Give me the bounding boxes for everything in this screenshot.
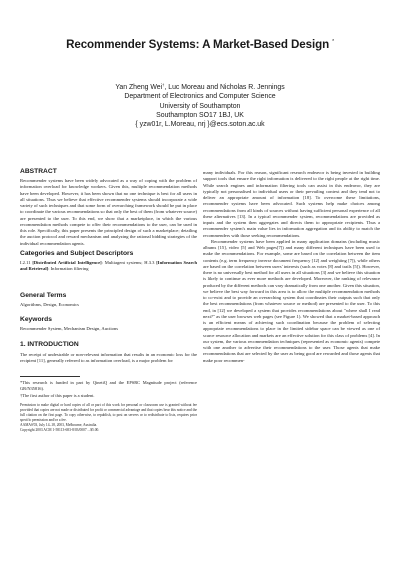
category-code: I.2.11	[20, 260, 31, 265]
category-isr: [Information Search and Retrieval]	[20, 260, 197, 272]
general-terms-text: Algorithms, Design, Economics	[20, 302, 79, 307]
introduction-text: The receipt of undesirable or non-relevant information that results in an economic loss for the recipient [11], generally referred to as information overload, is a major problem for	[20, 352, 197, 364]
abstract-heading: ABSTRACT	[20, 168, 57, 175]
conference-venue: AAMAS'03, July 14–18, 2003, Melbourne, Australia.	[20, 422, 98, 427]
right-column-text	[203, 170, 380, 364]
category-dai: [Distributed Artificial Intelligence]	[32, 260, 102, 265]
categories-text	[20, 260, 197, 273]
paper-title	[0, 38, 400, 51]
introduction-heading: 1. INTRODUCTION	[20, 341, 79, 348]
other-authors: , Luc Moreau and Nicholas R. Jennings	[164, 84, 285, 91]
affiliation-dept: Department of Electronics and Computer Science	[124, 93, 276, 101]
author-footnote-mark: †	[162, 82, 165, 87]
category-rest-2: : Information filtering	[48, 266, 89, 272]
affiliation-university: University of Southampton	[159, 102, 241, 110]
keywords-text: Recommender System, Mechanism Design, Auctions	[20, 326, 118, 331]
abstract-text: Recommender systems have been widely advocated as a way of coping with the problem of information overload for knowledge workers. Given this, multiple recommendation methods have been developed. However, it has been shown that no one technique is best for all users in all situations. Thus we believe that effective recommender systems should incorporate a wide variety of such techniques and that some form of overarching framework should be put in place to coordinate the various recommendations so that only the best of them (from whatever source) are presented to the user. To this end, we show that a marketplace, in which the various recommendation methods compete to offer their recommendations to the user, can be used in this role. Specifically, this paper presents the principled design of such a marketplace; detailing the auction protocol and reward mechanism and analyzing the rational bidding strategies of the individual recommendation agents.	[20, 178, 197, 246]
categories-heading: Categories and Subject Descriptors	[20, 250, 134, 257]
general-terms-heading: General Terms	[20, 292, 67, 299]
right-paragraph-2: Recommender systems have been applied in many application domains (including music albums [15], video [5] and Web pages[7]) and many different techniques have been used to make the recommendations. For example, some are based on the correlation between the item contents (e.g. term frequency inverse document frequency [12] and weighting [7]), while others are based on the correlation between users' interests (such as votes [8] and trails [5]). However, there is no universally best method for all users in all situations [3] and we believe this situation is likely to continue as ever more methods are developed. Moreover, the ranking of relevance produced by the different methods can vary dramatically from one another. Given this situation, we believe the best way forward in this area is to allow the multiple recommendation methods to co-exist and to provide an overarching system that coordinates their outputs such that only the best recommendations (from whatever source or method) are presented to the user. To this end, in [12] we developed a system that provides recommendations about "where shall I read next?" as the user browses web pages (see Figure 1). We showed that a market-based approach is an efficient means of achieving such coordination because the problem of selecting appropriate recommendations to place in the limited sidebar space can be viewed as one of scarce resource allocation and markets are an effective solution for this class of problems [4]. In our system, the various recommendation techniques (represented as economic agents) compete with one another to advertise their recommendations to the user. Those agents that make recommendations that are selected by the user as being good are rewarded and those agents that make poor recommen-	[203, 238, 380, 363]
author-emails: { yzw01r, L.Moreau, nrj }@ecs.soton.ac.uk	[135, 121, 265, 129]
footnote-rule	[20, 376, 80, 377]
author-names	[0, 80, 400, 92]
title-footnote-mark: *	[332, 39, 334, 45]
permission-notice: Permission to make digital or hard copies of all or part of this work for personal or classroom use is granted without fee provided that copies are not made or distributed for profit or commercial advantage and that copies bear this notice and the full citation on the first page. To copy otherwise, to republish, to post on servers or to redistribute to lists, requires prior specific permission and/or a fee.	[20, 403, 197, 422]
footnote-funding: *This research is funded in part by QinetiQ and the EPSRC Magnitude project (reference GR/N35816).	[20, 380, 197, 391]
category-rest-1: : Multiagent systems; H.3.3	[101, 260, 155, 265]
keywords-heading: Keywords	[20, 316, 52, 323]
right-paragraph-1: many individuals. For this reason, significant research endeavor is being invested in building support tools that ensure the right information is delivered to the right people at the right time. While search engines and information filtering tools can assist in this endeavor, they are typically not personalised to individual users or their prevailing context and they tend not to deliver an appropriate amount of information [18]. To overcome these limitations, recommender systems have been advocated. Such systems help make choices among recommendations from all kinds of sources without having sufficient personal experience of all these alternatives [13]. In a typical recommender system, recommendations are provided as inputs and the system then aggregates and directs them to appropriate recipients. Thus a recommender system's main value lies in information aggregation and its ability to match the recommenders with those seeking recommendations.	[203, 170, 380, 238]
copyright-line: Copyright 2003 ACM 1-58113-683-8/03/0007 ...$5.00.	[20, 427, 100, 432]
first-author: Yan Zheng Wei	[115, 84, 163, 91]
footnote-student: †The first author of this paper is a student.	[20, 393, 95, 398]
permission-block	[20, 403, 197, 432]
affiliation-address: Southampton SO17 1BJ, UK	[156, 111, 244, 119]
paper-title-text: Recommender Systems: A Market-Based Design	[66, 38, 330, 51]
author-block	[0, 80, 400, 129]
